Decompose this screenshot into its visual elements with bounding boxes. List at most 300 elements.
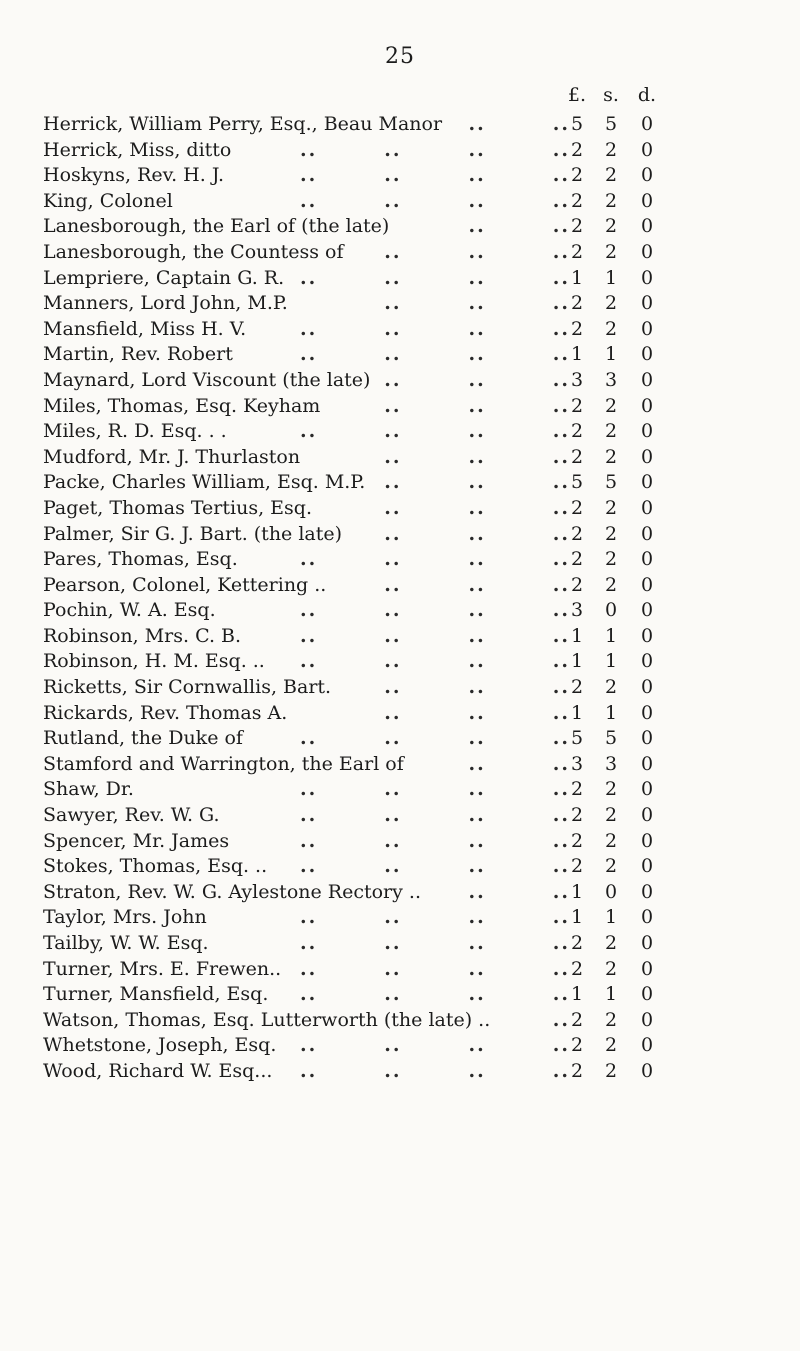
table-row <box>0 496 800 522</box>
table-row <box>0 214 800 240</box>
leader-dots: .. <box>384 522 402 545</box>
subscriber-name: Tailby, W. W. Esq. <box>43 932 209 954</box>
dot-leaders <box>300 547 570 573</box>
leader-dots: .. <box>468 957 486 980</box>
leader-dots: .. <box>468 266 486 289</box>
table-row <box>0 598 800 624</box>
pence-amount: 0 <box>640 522 654 545</box>
pence-amount: 0 <box>640 778 654 801</box>
subscriber-name: Martin, Rev. Robert <box>43 343 233 366</box>
subscriber-name: Pares, Thomas, Esq. <box>43 548 238 571</box>
leader-dots: .. <box>384 471 402 494</box>
leader-dots: .. <box>384 164 402 187</box>
pence-amount: 0 <box>640 727 654 750</box>
subscriber-name: Pochin, W. A. Esq. <box>43 599 216 622</box>
leader-dots: .. <box>384 394 402 417</box>
pounds-amount: 2 <box>570 189 584 212</box>
subscriber-name: Shaw, Dr. <box>43 778 134 801</box>
pence-amount: 0 <box>640 420 654 443</box>
leader-dots: .. <box>468 855 486 878</box>
subscriber-name: Turner, Mrs. E. Frewen.. <box>43 957 282 980</box>
leader-dots: .. <box>468 113 486 135</box>
table-row <box>0 905 800 931</box>
pence-column-header: d. <box>637 84 657 106</box>
pounds-column-header: £. <box>567 84 587 106</box>
dot-leaders <box>300 214 570 240</box>
leader-dots: .. <box>300 138 318 161</box>
subscriber-name: Palmer, Sir G. J. Bart. (the late) <box>43 522 343 545</box>
pounds-amount: 2 <box>570 573 584 596</box>
leader-dots: .. <box>468 548 486 571</box>
pence-amount: 0 <box>640 471 654 494</box>
leader-dots: .. <box>552 445 570 468</box>
pence-amount: 0 <box>640 164 654 187</box>
subscriber-name: Turner, Mansfield, Esq. <box>43 983 269 1006</box>
leader-dots: .. <box>384 701 402 724</box>
dot-leaders <box>300 291 570 317</box>
leader-dots: .. <box>468 292 486 315</box>
subscriber-name: Packe, Charles William, Esq. M.P. <box>43 471 366 494</box>
leader-dots: .. <box>468 1059 486 1082</box>
leader-dots: .. <box>468 240 486 263</box>
pounds-amount: 2 <box>570 855 584 878</box>
shillings-amount: 2 <box>604 189 618 212</box>
leader-dots: .. <box>552 855 570 878</box>
dot-leaders <box>300 982 570 1008</box>
leader-dots: .. <box>384 932 402 954</box>
leader-dots: .. <box>468 650 486 673</box>
table-row <box>0 240 800 266</box>
dot-leaders <box>300 445 570 471</box>
leader-dots: .. <box>300 1059 318 1082</box>
leader-dots: .. <box>384 189 402 212</box>
pence-amount: 0 <box>640 394 654 417</box>
table-row <box>0 701 800 727</box>
pence-amount: 0 <box>640 599 654 622</box>
leader-dots: .. <box>468 445 486 468</box>
leader-dots: .. <box>552 522 570 545</box>
subscriber-name: Robinson, Mrs. C. B. <box>43 624 242 647</box>
leader-dots: .. <box>468 599 486 622</box>
subscriber-name: Stokes, Thomas, Esq. .. <box>43 855 268 878</box>
pounds-amount: 2 <box>570 932 584 954</box>
shillings-amount: 2 <box>604 676 618 699</box>
leader-dots: .. <box>468 522 486 545</box>
leader-dots: .. <box>300 343 318 366</box>
table-row <box>0 624 800 650</box>
pounds-amount: 2 <box>570 394 584 417</box>
pounds-amount: 2 <box>570 522 584 545</box>
shillings-amount: 1 <box>604 343 618 366</box>
subscriber-name: Pearson, Colonel, Kettering .. <box>43 573 327 596</box>
table-row <box>0 829 800 855</box>
leader-dots: .. <box>300 317 318 340</box>
table-row <box>0 777 800 803</box>
subscriber-name: Lanesborough, the Countess of <box>43 240 344 263</box>
subscriber-name: Wood, Richard W. Esq... <box>43 1059 273 1082</box>
leader-dots: .. <box>384 368 402 391</box>
subscriber-name: Miles, R. D. Esq. . . <box>43 420 227 443</box>
table-row <box>0 291 800 317</box>
dot-leaders <box>300 675 570 701</box>
pence-amount: 0 <box>640 189 654 212</box>
pounds-amount: 2 <box>570 804 584 827</box>
pence-amount: 0 <box>640 138 654 161</box>
pounds-amount: 2 <box>570 138 584 161</box>
dot-leaders <box>300 470 570 496</box>
table-row <box>0 675 800 701</box>
subscriber-name: Rutland, the Duke of <box>43 727 243 750</box>
leader-dots: .. <box>468 215 486 238</box>
leader-dots: .. <box>468 727 486 750</box>
subscriber-name: Robinson, H. M. Esq. .. <box>43 650 265 673</box>
table-row <box>0 854 800 880</box>
table-row <box>0 138 800 164</box>
pounds-amount: 1 <box>570 701 584 724</box>
shillings-amount: 2 <box>604 164 618 187</box>
shillings-amount: 5 <box>604 471 618 494</box>
leader-dots: .. <box>384 138 402 161</box>
pounds-amount: 5 <box>570 727 584 750</box>
leader-dots: .. <box>384 420 402 443</box>
dot-leaders <box>300 138 570 164</box>
leader-dots: .. <box>468 906 486 929</box>
shillings-amount: 2 <box>604 1034 618 1057</box>
pounds-amount: 2 <box>570 1034 584 1057</box>
pounds-amount: 2 <box>570 317 584 340</box>
subscriber-name: Spencer, Mr. James <box>43 829 230 852</box>
table-row <box>0 419 800 445</box>
table-row <box>0 112 800 138</box>
shillings-column-header: s. <box>603 84 619 106</box>
leader-dots: .. <box>384 983 402 1006</box>
pounds-amount: 2 <box>570 240 584 263</box>
dot-leaders <box>300 522 570 548</box>
pence-amount: 0 <box>640 573 654 596</box>
subscriber-name: Manners, Lord John, M.P. <box>43 292 288 315</box>
table-row <box>0 470 800 496</box>
leader-dots: .. <box>552 573 570 596</box>
dot-leaders <box>300 163 570 189</box>
shillings-amount: 3 <box>604 752 618 775</box>
leader-dots: .. <box>300 599 318 622</box>
table-row <box>0 189 800 215</box>
subscriber-name: Herrick, William Perry, Esq., Beau Manor <box>43 113 443 135</box>
leader-dots: .. <box>468 368 486 391</box>
shillings-amount: 2 <box>604 804 618 827</box>
pounds-amount: 1 <box>570 266 584 289</box>
dot-leaders <box>300 342 570 368</box>
leader-dots: .. <box>300 1034 318 1057</box>
leader-dots: .. <box>468 189 486 212</box>
dot-leaders <box>300 598 570 624</box>
pounds-amount: 3 <box>570 752 584 775</box>
leader-dots: .. <box>384 266 402 289</box>
pounds-amount: 5 <box>570 471 584 494</box>
leader-dots: .. <box>552 292 570 315</box>
pounds-amount: 3 <box>570 368 584 391</box>
pence-amount: 0 <box>640 829 654 852</box>
pence-amount: 0 <box>640 957 654 980</box>
leader-dots: .. <box>552 906 570 929</box>
leader-dots: .. <box>384 573 402 596</box>
leader-dots: .. <box>468 829 486 852</box>
table-row <box>0 342 800 368</box>
leader-dots: .. <box>552 138 570 161</box>
leader-dots: .. <box>468 624 486 647</box>
pence-amount: 0 <box>640 932 654 954</box>
shillings-amount: 2 <box>604 829 618 852</box>
leader-dots: .. <box>300 906 318 929</box>
dot-leaders <box>300 905 570 931</box>
leader-dots: .. <box>552 676 570 699</box>
leader-dots: .. <box>300 548 318 571</box>
shillings-amount: 2 <box>604 778 618 801</box>
dot-leaders <box>300 266 570 292</box>
subscriber-name: Herrick, Miss, ditto <box>43 138 232 161</box>
shillings-amount: 1 <box>604 650 618 673</box>
leader-dots: .. <box>552 829 570 852</box>
shillings-amount: 2 <box>604 957 618 980</box>
dot-leaders <box>300 880 570 906</box>
table-row <box>0 522 800 548</box>
leader-dots: .. <box>300 650 318 673</box>
leader-dots: .. <box>552 1059 570 1082</box>
shillings-amount: 2 <box>604 548 618 571</box>
subscriber-name: Sawyer, Rev. W. G. <box>43 804 220 827</box>
table-row <box>0 957 800 983</box>
pounds-amount: 2 <box>570 420 584 443</box>
dot-leaders <box>300 573 570 599</box>
leader-dots: .. <box>384 676 402 699</box>
pence-amount: 0 <box>640 624 654 647</box>
table-row <box>0 547 800 573</box>
subscriber-name: Mansfield, Miss H. V. <box>43 317 247 340</box>
pence-amount: 0 <box>640 113 654 135</box>
leader-dots: .. <box>468 420 486 443</box>
subscriber-name: Mudford, Mr. J. Thurlaston <box>43 445 301 468</box>
leader-dots: .. <box>552 420 570 443</box>
leader-dots: .. <box>384 778 402 801</box>
leader-dots: .. <box>552 752 570 775</box>
leader-dots: .. <box>552 778 570 801</box>
leader-dots: .. <box>384 957 402 980</box>
pence-amount: 0 <box>640 445 654 468</box>
pence-amount: 0 <box>640 240 654 263</box>
pounds-amount: 2 <box>570 215 584 238</box>
subscriber-name: Lanesborough, the Earl of (the late) <box>43 215 390 238</box>
shillings-amount: 5 <box>604 727 618 750</box>
subscriber-name: Paget, Thomas Tertius, Esq. <box>43 496 312 519</box>
subscriber-name: Whetstone, Joseph, Esq. <box>43 1034 277 1057</box>
shillings-amount: 2 <box>604 394 618 417</box>
pounds-amount: 1 <box>570 906 584 929</box>
pence-amount: 0 <box>640 1059 654 1082</box>
dot-leaders <box>300 496 570 522</box>
table-row <box>0 880 800 906</box>
shillings-amount: 2 <box>604 292 618 315</box>
pence-amount: 0 <box>640 266 654 289</box>
subscriber-name: Stamford and Warrington, the Earl of <box>43 752 404 775</box>
pounds-amount: 1 <box>570 343 584 366</box>
leader-dots: .. <box>552 394 570 417</box>
dot-leaders <box>300 854 570 880</box>
leader-dots: .. <box>468 496 486 519</box>
leader-dots: .. <box>468 676 486 699</box>
leader-dots: .. <box>384 829 402 852</box>
subscriber-name: King, Colonel <box>43 189 173 212</box>
shillings-amount: 2 <box>604 932 618 954</box>
leader-dots: .. <box>300 624 318 647</box>
leader-dots: .. <box>552 471 570 494</box>
shillings-amount: 2 <box>604 240 618 263</box>
leader-dots: .. <box>300 983 318 1006</box>
pence-amount: 0 <box>640 1008 654 1031</box>
leader-dots: .. <box>300 266 318 289</box>
table-row <box>0 317 800 343</box>
shillings-amount: 2 <box>604 496 618 519</box>
leader-dots: .. <box>300 932 318 954</box>
pounds-amount: 1 <box>570 624 584 647</box>
leader-dots: .. <box>468 138 486 161</box>
shillings-amount: 2 <box>604 855 618 878</box>
leader-dots: .. <box>384 599 402 622</box>
leader-dots: .. <box>384 343 402 366</box>
pounds-amount: 1 <box>570 650 584 673</box>
leader-dots: .. <box>552 957 570 980</box>
leader-dots: .. <box>552 113 570 135</box>
pence-amount: 0 <box>640 701 654 724</box>
dot-leaders <box>300 1059 570 1085</box>
shillings-amount: 1 <box>604 906 618 929</box>
page-number: 25 <box>385 44 415 69</box>
pence-amount: 0 <box>640 343 654 366</box>
leader-dots: .. <box>552 1034 570 1057</box>
shillings-amount: 2 <box>604 420 618 443</box>
pounds-amount: 2 <box>570 957 584 980</box>
pounds-amount: 2 <box>570 829 584 852</box>
leader-dots: .. <box>468 394 486 417</box>
dot-leaders <box>300 189 570 215</box>
table-row <box>0 573 800 599</box>
dot-leaders <box>300 240 570 266</box>
table-row <box>0 649 800 675</box>
leader-dots: .. <box>468 932 486 954</box>
leader-dots: .. <box>384 855 402 878</box>
leader-dots: .. <box>552 317 570 340</box>
subscriber-name: Lempriere, Captain G. R. <box>43 266 285 289</box>
dot-leaders <box>300 1033 570 1059</box>
shillings-amount: 1 <box>604 266 618 289</box>
dot-leaders <box>300 957 570 983</box>
shillings-amount: 1 <box>604 624 618 647</box>
leader-dots: .. <box>468 701 486 724</box>
leader-dots: .. <box>552 240 570 263</box>
pounds-amount: 2 <box>570 1059 584 1082</box>
pence-amount: 0 <box>640 1034 654 1057</box>
leader-dots: .. <box>384 496 402 519</box>
pounds-amount: 5 <box>570 113 584 135</box>
pence-amount: 0 <box>640 804 654 827</box>
leader-dots: .. <box>300 420 318 443</box>
leader-dots: .. <box>384 650 402 673</box>
leader-dots: .. <box>468 983 486 1006</box>
table-row <box>0 931 800 957</box>
leader-dots: .. <box>552 1008 570 1031</box>
subscription-list <box>0 112 800 1085</box>
subscriber-name: Maynard, Lord Viscount (the late) <box>43 368 371 391</box>
pounds-amount: 2 <box>570 548 584 571</box>
dot-leaders <box>300 701 570 727</box>
subscriber-name: Taylor, Mrs. John <box>43 906 207 929</box>
leader-dots: .. <box>384 906 402 929</box>
table-row <box>0 752 800 778</box>
shillings-amount: 2 <box>604 138 618 161</box>
pence-amount: 0 <box>640 906 654 929</box>
leader-dots: .. <box>552 983 570 1006</box>
leader-dots: .. <box>384 1059 402 1082</box>
leader-dots: .. <box>468 343 486 366</box>
pence-amount: 0 <box>640 317 654 340</box>
shillings-amount: 2 <box>604 522 618 545</box>
leader-dots: .. <box>300 778 318 801</box>
leader-dots: .. <box>552 727 570 750</box>
pence-amount: 0 <box>640 983 654 1006</box>
shillings-amount: 2 <box>604 317 618 340</box>
leader-dots: .. <box>384 727 402 750</box>
pounds-amount: 2 <box>570 292 584 315</box>
leader-dots: .. <box>552 266 570 289</box>
pence-amount: 0 <box>640 496 654 519</box>
leader-dots: .. <box>552 804 570 827</box>
leader-dots: .. <box>300 957 318 980</box>
dot-leaders <box>300 803 570 829</box>
shillings-amount: 2 <box>604 573 618 596</box>
pence-amount: 0 <box>640 650 654 673</box>
leader-dots: .. <box>300 829 318 852</box>
leader-dots: .. <box>552 189 570 212</box>
leader-dots: .. <box>384 804 402 827</box>
pounds-amount: 2 <box>570 676 584 699</box>
table-row <box>0 982 800 1008</box>
leader-dots: .. <box>552 650 570 673</box>
dot-leaders <box>300 394 570 420</box>
leader-dots: .. <box>552 932 570 954</box>
subscriber-name: Watson, Thomas, Esq. Lutterworth (the late) .. <box>43 1008 491 1031</box>
leader-dots: .. <box>300 727 318 750</box>
leader-dots: .. <box>552 599 570 622</box>
dot-leaders <box>300 777 570 803</box>
shillings-amount: 2 <box>604 1008 618 1031</box>
pence-amount: 0 <box>640 215 654 238</box>
table-row <box>0 266 800 292</box>
dot-leaders <box>300 624 570 650</box>
pence-amount: 0 <box>640 292 654 315</box>
shillings-amount: 1 <box>604 983 618 1006</box>
leader-dots: .. <box>468 471 486 494</box>
pounds-amount: 2 <box>570 778 584 801</box>
dot-leaders <box>300 931 570 957</box>
leader-dots: .. <box>300 804 318 827</box>
subscriber-name: Hoskyns, Rev. H. J. <box>43 164 225 187</box>
leader-dots: .. <box>468 752 486 775</box>
leader-dots: .. <box>468 573 486 596</box>
leader-dots: .. <box>552 343 570 366</box>
pence-amount: 0 <box>640 880 654 903</box>
dot-leaders <box>300 726 570 752</box>
shillings-amount: 1 <box>604 701 618 724</box>
leader-dots: .. <box>552 701 570 724</box>
